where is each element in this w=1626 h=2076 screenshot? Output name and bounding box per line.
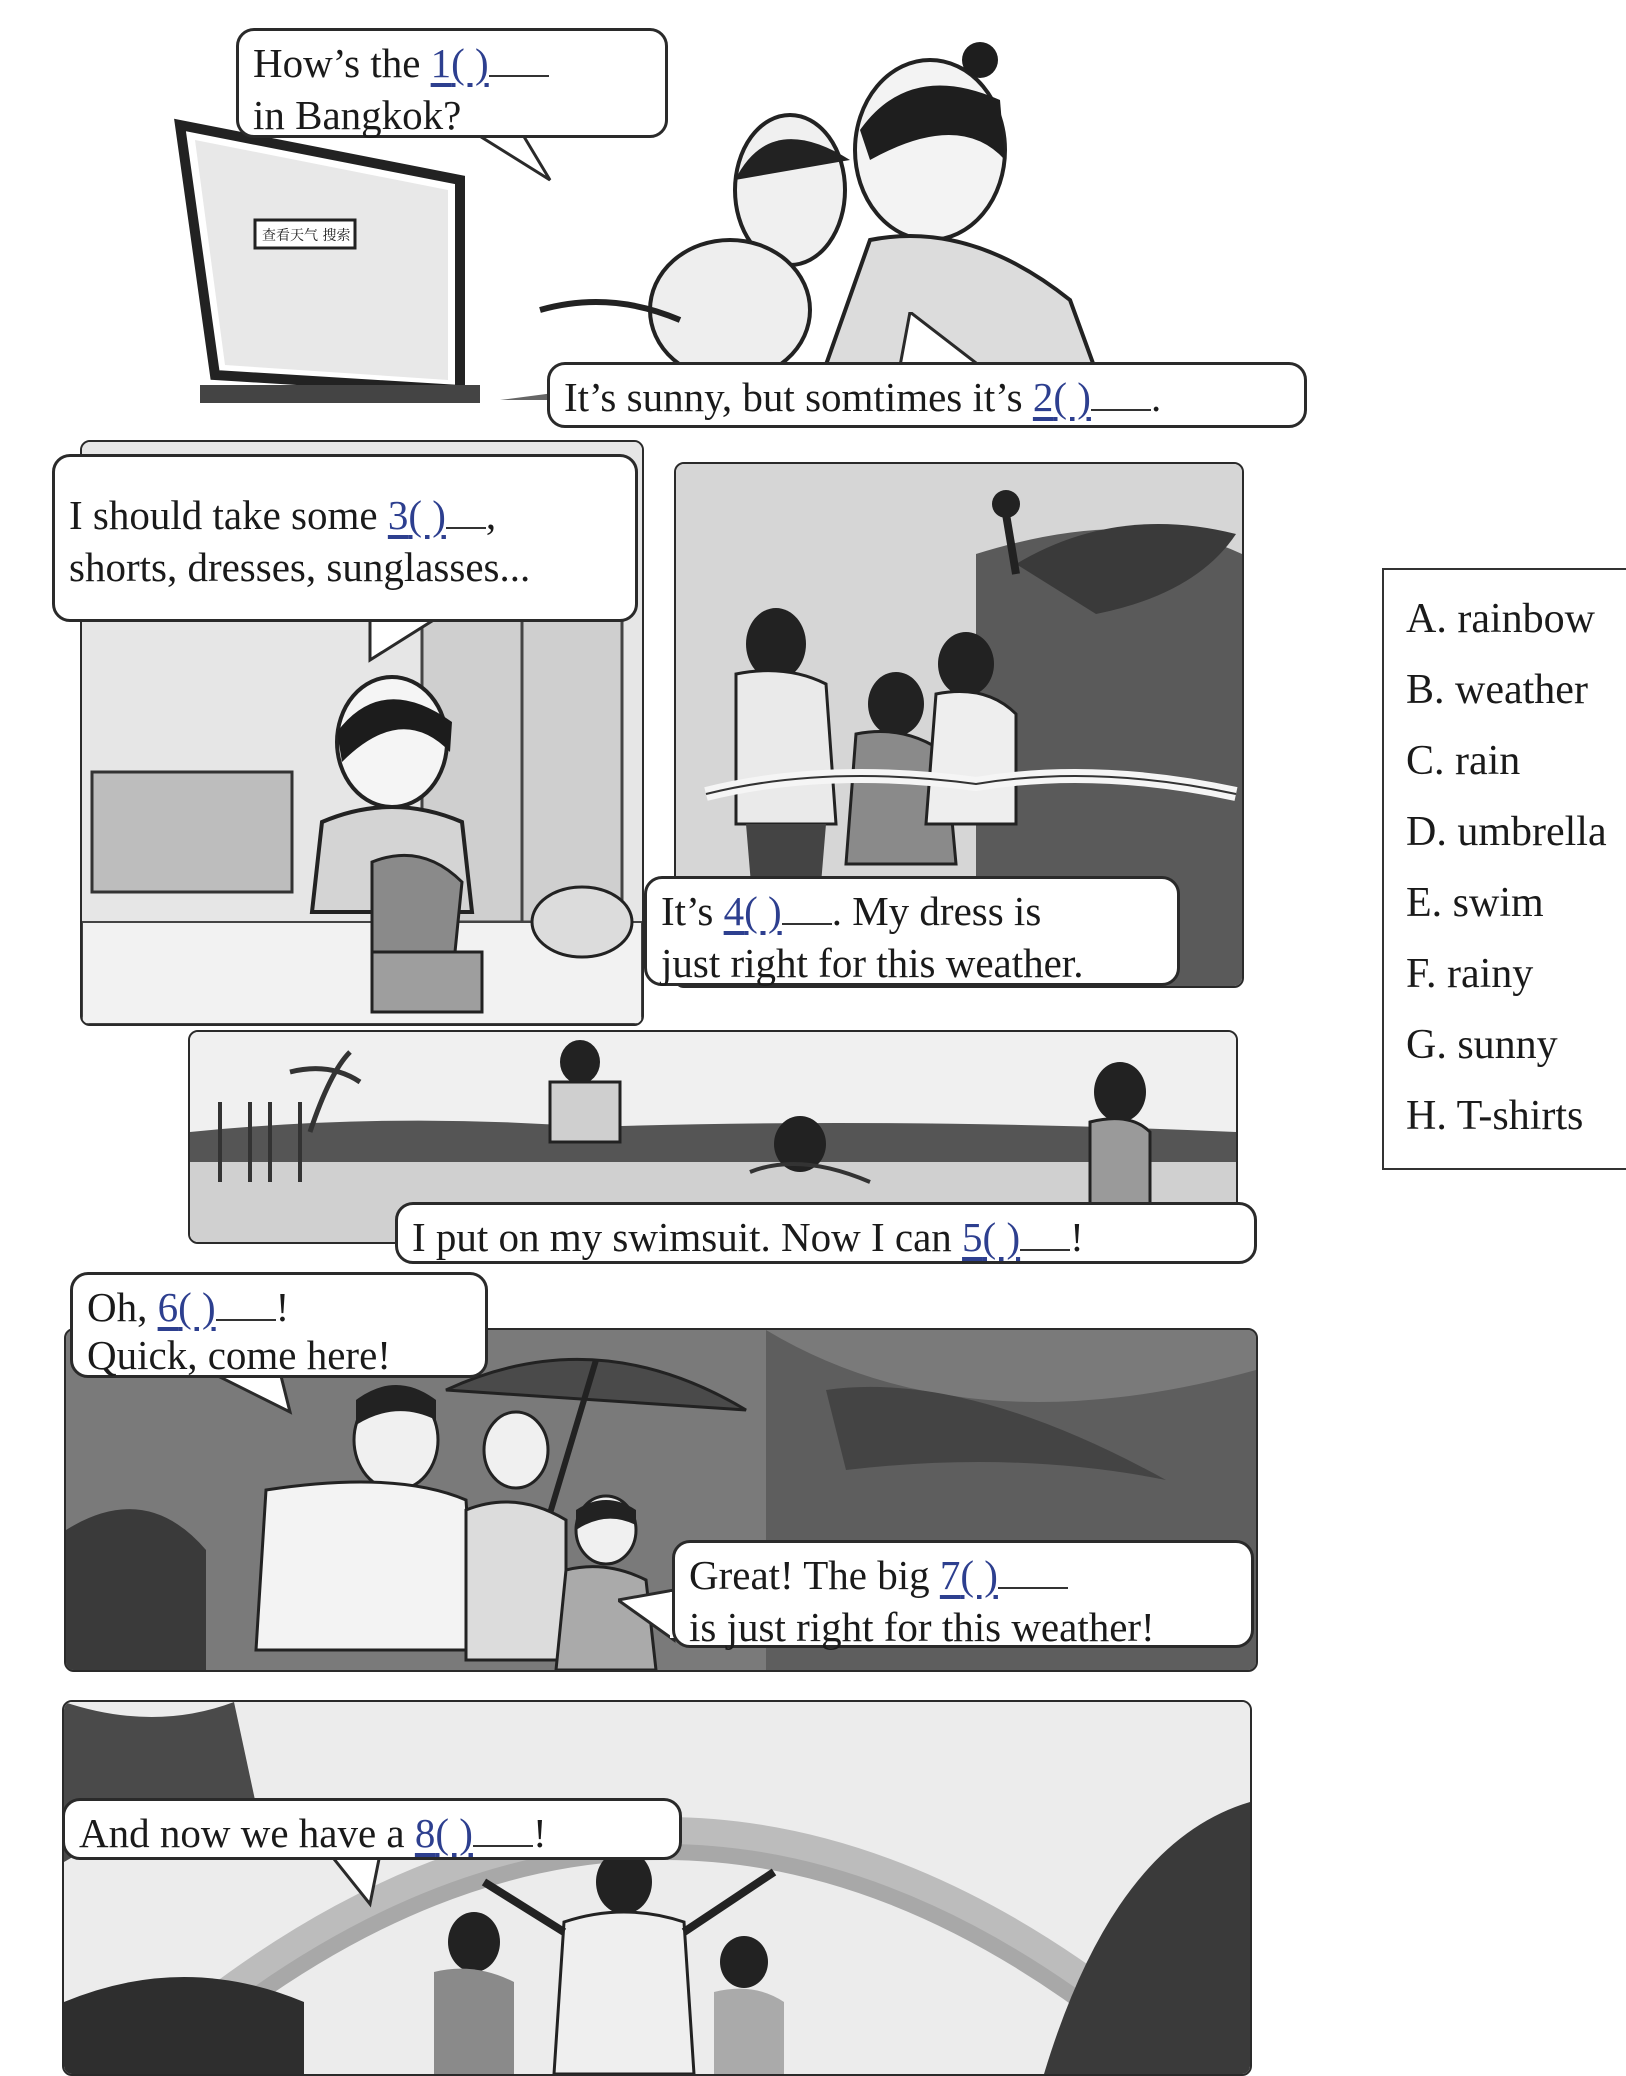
blank-3-paren[interactable]: ( )	[408, 492, 446, 538]
bubble-4-text-post: . My dress is	[831, 888, 1042, 934]
speech-bubble-5	[395, 1202, 1257, 1264]
bubble-3-tail	[360, 616, 450, 666]
bubble-2-tail	[890, 312, 1000, 368]
blank-7-number[interactable]: 7	[939, 1552, 961, 1598]
bubble-6-tail	[200, 1372, 300, 1422]
blank-3-line[interactable]	[446, 487, 486, 529]
bubble-4-text-pre: It’s	[661, 888, 724, 934]
option-b-weather: B. weather	[1406, 667, 1588, 713]
bubble-2-text-pre: It’s sunny, but somtimes it’s	[564, 374, 1033, 420]
word-bank-box	[1382, 568, 1626, 1170]
bubble-1-line2: in Bangkok?	[253, 92, 462, 138]
blank-8-paren[interactable]: ( )	[435, 1810, 473, 1856]
speech-bubble-7	[672, 1540, 1254, 1648]
option-e-swim: E. swim	[1406, 880, 1544, 926]
bubble-6-line2: Quick, come here!	[87, 1332, 391, 1378]
speech-bubble-3	[52, 454, 638, 622]
bubble-3-text-post: ,	[485, 492, 497, 538]
blank-1-line[interactable]	[489, 35, 549, 77]
bubble-7-line2: is just right for this weather!	[689, 1604, 1155, 1650]
rainbow-scene-drawing	[64, 1702, 1250, 2074]
bubble-6-text-pre: Oh,	[87, 1284, 158, 1330]
speech-bubble-1	[236, 28, 668, 138]
blank-5-number[interactable]: 5	[962, 1214, 983, 1260]
bubble-4-line2: just right for this weather.	[661, 940, 1084, 986]
bubble-5-text-post: !	[1070, 1214, 1084, 1260]
option-a-rainbow: A. rainbow	[1406, 596, 1595, 642]
bubble-3-text-pre: I should take some	[69, 492, 388, 538]
blank-6-paren[interactable]: ( )	[178, 1284, 216, 1330]
speech-bubble-8	[62, 1798, 682, 1860]
blank-4-line[interactable]	[782, 883, 832, 925]
speech-bubble-2	[547, 362, 1307, 428]
blank-5-paren[interactable]: ( )	[982, 1214, 1021, 1260]
bubble-1-tail	[460, 130, 560, 190]
bubble-3-line2: shorts, dresses, sunglasses...	[69, 544, 531, 590]
option-d-umbrella: D. umbrella	[1406, 809, 1607, 855]
bubble-2-text-post: .	[1150, 374, 1162, 420]
bubble-5-text-pre: I put on my swimsuit. Now I can	[412, 1214, 963, 1260]
scene-rainbow-celebration	[62, 1700, 1252, 2076]
bubble-8-tail	[320, 1854, 400, 1914]
speech-bubble-4	[644, 876, 1180, 986]
blank-4-paren[interactable]: ( )	[744, 888, 782, 934]
blank-5-line[interactable]	[1020, 1209, 1070, 1251]
bubble-1-text-pre: How’s the	[253, 40, 431, 86]
option-f-rainy: F. rainy	[1406, 951, 1534, 997]
bubble-7-tail	[618, 1580, 678, 1660]
bubble-6-text-post: !	[275, 1284, 290, 1330]
bubble-8-text-pre: And now we have a	[79, 1810, 415, 1856]
blank-6-number[interactable]: 6	[157, 1284, 179, 1330]
blank-4-number[interactable]: 4	[723, 888, 745, 934]
blank-2-line[interactable]	[1091, 369, 1151, 411]
blank-1-number[interactable]: 1	[430, 40, 452, 86]
blank-8-line[interactable]	[473, 1805, 533, 1847]
blank-6-line[interactable]	[216, 1279, 276, 1321]
monitor-search-text: 查看天气 搜索	[262, 228, 351, 244]
bubble-8-text-post: !	[532, 1810, 547, 1856]
blank-8-number[interactable]: 8	[414, 1810, 436, 1856]
blank-7-paren[interactable]: ( )	[960, 1552, 998, 1598]
speech-bubble-6	[70, 1272, 488, 1378]
blank-2-paren[interactable]: ( )	[1053, 374, 1091, 420]
option-g-sunny: G. sunny	[1406, 1022, 1558, 1068]
bubble-7-text-pre: Great! The big	[689, 1552, 940, 1598]
option-c-rain: C. rain	[1406, 738, 1521, 784]
blank-3-number[interactable]: 3	[387, 492, 409, 538]
blank-1-paren[interactable]: ( )	[451, 40, 489, 86]
option-h-tshirts: H. T-shirts	[1406, 1093, 1584, 1139]
blank-7-line[interactable]	[998, 1547, 1068, 1589]
blank-2-number[interactable]: 2	[1032, 374, 1054, 420]
